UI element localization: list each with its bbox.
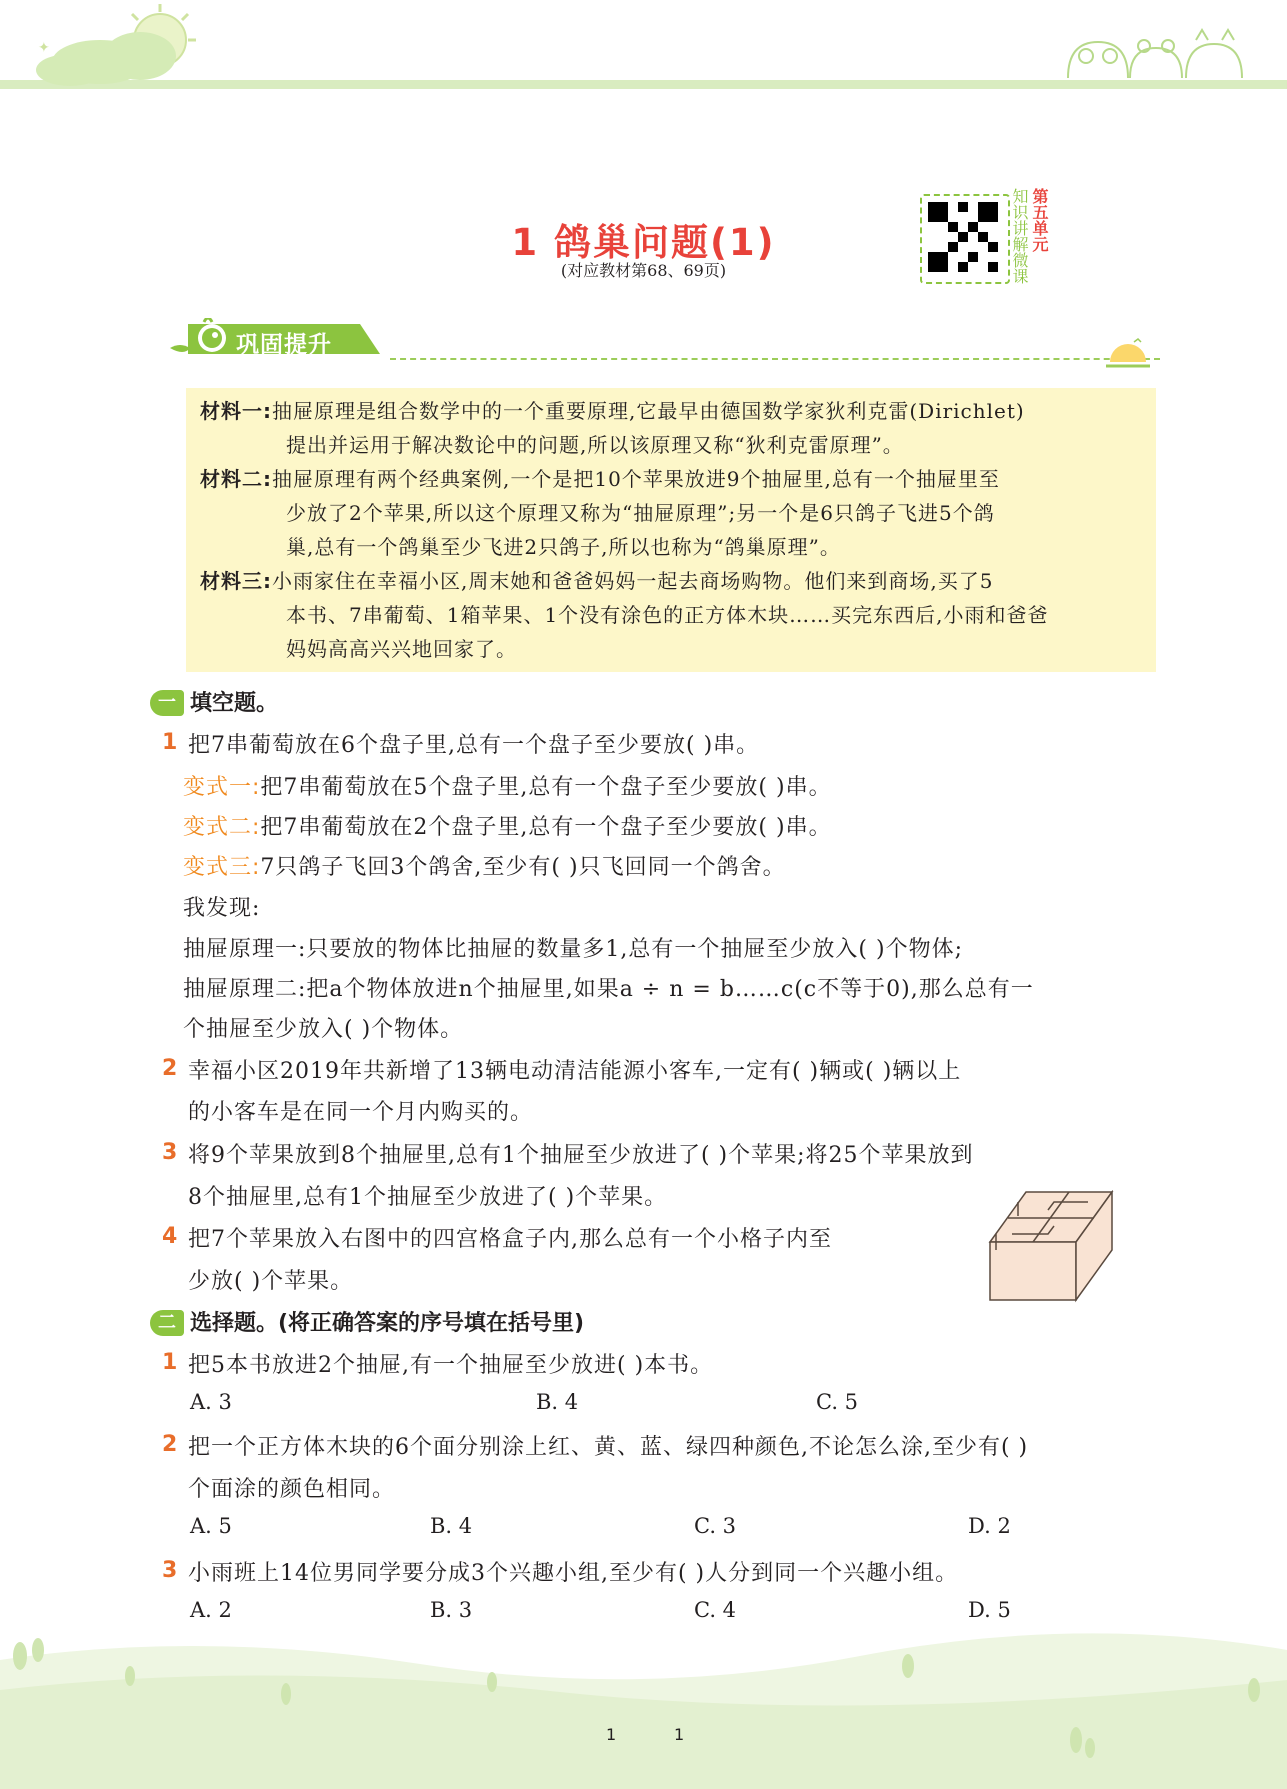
unit-label: 第五单元	[1030, 188, 1049, 252]
cloud-icon	[36, 32, 176, 86]
question-4-text-cont: 少放( )个苹果。	[188, 1269, 354, 1294]
option-b[interactable]: B. 4	[536, 1390, 579, 1414]
header-decoration	[0, 0, 1287, 92]
question-number: 2	[162, 1056, 178, 1081]
option-d[interactable]: D. 5	[968, 1598, 1011, 1622]
page-title: 1 鸽巢问题(1)	[511, 221, 776, 264]
divider	[390, 358, 1160, 360]
option-c[interactable]: C. 4	[694, 1598, 737, 1622]
svg-text:✦: ✦	[38, 40, 50, 56]
question-3-text-cont: 8个抽屉里,总有1个抽屉至少放进了( )个苹果。	[188, 1185, 668, 1210]
principle-2-cont: 个抽屉至少放入( )个物体。	[183, 1017, 464, 1042]
material-2-line-3: 巢,总有一个鸽巢至少飞进2只鸽子,所以也称为“鸽巢原理”。	[286, 535, 841, 559]
option-b[interactable]: B. 4	[430, 1514, 473, 1538]
question-number: 1	[162, 730, 178, 755]
discover-label: 我发现:	[183, 896, 261, 921]
section-banner-label: 巩固提升	[236, 332, 332, 358]
principle-2: 抽屉原理二:把a个物体放进n个抽屉里,如果a ÷ n = b……c(c不等于0),那么总有一	[183, 977, 1034, 1002]
part1-heading: 一 填空题。	[150, 686, 278, 717]
option-a[interactable]: A. 2	[190, 1598, 232, 1622]
page-number-right: 1	[674, 1725, 685, 1744]
question-2-text-cont: 的小客车是在同一个月内购买的。	[188, 1100, 534, 1125]
option-d[interactable]: D. 2	[968, 1514, 1011, 1538]
mc-question-3-text: 小雨班上14位男同学要分成3个兴趣小组,至少有( )人分到同一个兴趣小组。	[188, 1561, 959, 1586]
materials-box	[186, 388, 1156, 672]
page-number-left: 1	[606, 1725, 617, 1744]
material-2: 材料二:抽屉原理有两个经典案例,一个是把10个苹果放进9个抽屉里,总有一个抽屉里至	[200, 467, 1000, 491]
material-3: 材料三:小雨家住在幸福小区,周末她和爸爸妈妈一起去商场购物。他们来到商场,买了5	[200, 569, 994, 593]
variant-3: 变式三:7只鸽子飞回3个鸽舍,至少有( )只飞回同一个鸽舍。	[183, 855, 786, 880]
four-grid-box-figure	[988, 1190, 1114, 1306]
question-2-text: 幸福小区2019年共新增了13辆电动清洁能源小客车,一定有( )辆或( )辆以上	[188, 1059, 962, 1084]
question-number: 2	[162, 1432, 178, 1457]
footer-landscape	[0, 1620, 1287, 1789]
question-number: 4	[162, 1224, 178, 1249]
question-4-text: 把7个苹果放入右图中的四宫格盒子内,那么总有一个小格子内至	[188, 1227, 832, 1252]
material-3-line-3: 妈妈高高兴兴地回家了。	[286, 637, 517, 661]
question-number: 3	[162, 1558, 178, 1583]
part2-badge: 二	[150, 1310, 184, 1336]
sunset-icon	[1104, 336, 1152, 370]
animals-icon	[1068, 30, 1242, 78]
question-number: 1	[162, 1350, 178, 1375]
question-number: 3	[162, 1140, 178, 1165]
option-c[interactable]: C. 5	[816, 1390, 859, 1414]
variant-1: 变式一:把7串葡萄放在5个盘子里,总有一个盘子至少要放( )串。	[183, 775, 832, 800]
part2-heading: 二 选择题。(将正确答案的序号填在括号里)	[150, 1306, 584, 1337]
option-a[interactable]: A. 3	[190, 1390, 232, 1414]
mc-question-2-text: 把一个正方体木块的6个面分别涂上红、黄、蓝、绿四种颜色,不论怎么涂,至少有( )	[188, 1435, 1029, 1460]
material-3-line-2: 本书、7串葡萄、1箱苹果、1个没有涂色的正方体木块……买完东西后,小雨和爸爸	[286, 603, 1049, 627]
material-1-line-2: 提出并运用于解决数论中的问题,所以该原理又称“狄利克雷原理”。	[286, 433, 904, 457]
qr-code-icon[interactable]	[928, 202, 998, 272]
mc-question-1-text: 把5本书放进2个抽屉,有一个抽屉至少放进( )本书。	[188, 1353, 714, 1378]
question-3-text: 将9个苹果放到8个抽屉里,总有1个抽屉至少放进了( )个苹果;将25个苹果放到	[188, 1143, 974, 1168]
option-b[interactable]: B. 3	[430, 1598, 473, 1622]
option-c[interactable]: C. 3	[694, 1514, 737, 1538]
question-1-text: 把7串葡萄放在6个盘子里,总有一个盘子至少要放( )串。	[188, 733, 760, 758]
material-1: 材料一:抽屉原理是组合数学中的一个重要原理,它最早由德国数学家狄利克雷(Dirichlet)	[200, 399, 1025, 423]
principle-1: 抽屉原理一:只要放的物体比抽屉的数量多1,总有一个抽屉至少放入( )个物体;	[183, 937, 963, 962]
part1-badge: 一	[150, 690, 184, 716]
material-2-line-2: 少放了2个苹果,所以这个原理又称为“抽屉原理”;另一个是6只鸽子飞进5个鸽	[286, 501, 995, 525]
qr-label-micro-lesson: 知识讲解微课	[1010, 188, 1029, 284]
page-subtitle: (对应教材第68、69页)	[560, 261, 727, 280]
mc-question-2-text-cont: 个面涂的颜色相同。	[188, 1477, 396, 1502]
option-a[interactable]: A. 5	[190, 1514, 232, 1538]
variant-2: 变式二:把7串葡萄放在2个盘子里,总有一个盘子至少要放( )串。	[183, 815, 832, 840]
